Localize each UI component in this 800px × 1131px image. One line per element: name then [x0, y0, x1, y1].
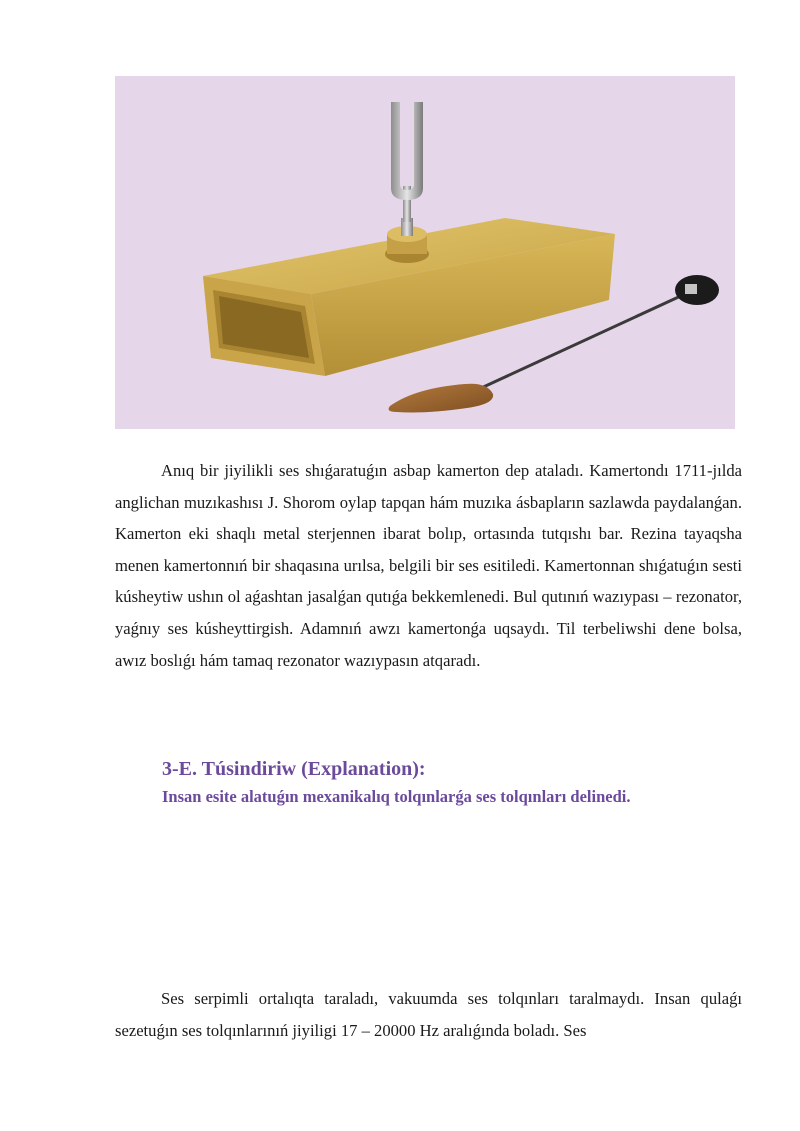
- sound-wave-icon: [160, 820, 710, 990]
- sound-wave-graphic: [160, 820, 710, 990]
- section-definition: Insan esite alatuǵın mexanikalıq tolqınlarǵa ses tolqınları delinedi.: [162, 787, 631, 806]
- section-heading: 3-E. Túsindiriw (Explanation):: [162, 758, 426, 780]
- tuning-fork-on-resonator-box-icon: [115, 76, 735, 429]
- paragraph-kamerton: Anıq bir jiyilikli ses shıǵaratuǵın asbap kamerton dep ataladı. Kamertondı 1711-jılda anglichan muzıkashısı J. Shorom oylap tapqan hám muzıka ásbapların sazlawda paydalanǵan. Kamerton eki shaqlı metal sterjennen ibarat bolıp, ortasında tutqıshı bar. Rezina tayaqsha menen kamertonnıń bir shaqasına urılsa, belgili bir ses esitiledi. Kamertonnan shıǵatuǵın sesti kúsheytiw ushın ol aǵashtan jasalǵan qutıǵa bekkemlenedi. Bul qutınıń wazıypası – rezonator, yaǵnıy ses kúsheyttirgish. Adamnıń awzı kamertonǵa uqsaydı. Til terbeliwshi dene bolsa, awız boslıǵı hám tamaq rezonator wazıypasın atqaradı.: [115, 461, 742, 670]
- paragraph-ses: Ses serpimli ortalıqta taraladı, vakuumda ses tolqınları taralmaydı. Insan qulaǵı sezetuǵın ses tolqınlarınıń jiyiligi 17 – 20000 Hz aralıǵında boladı. Ses: [115, 989, 742, 1040]
- tuning-fork-figure: [115, 76, 735, 429]
